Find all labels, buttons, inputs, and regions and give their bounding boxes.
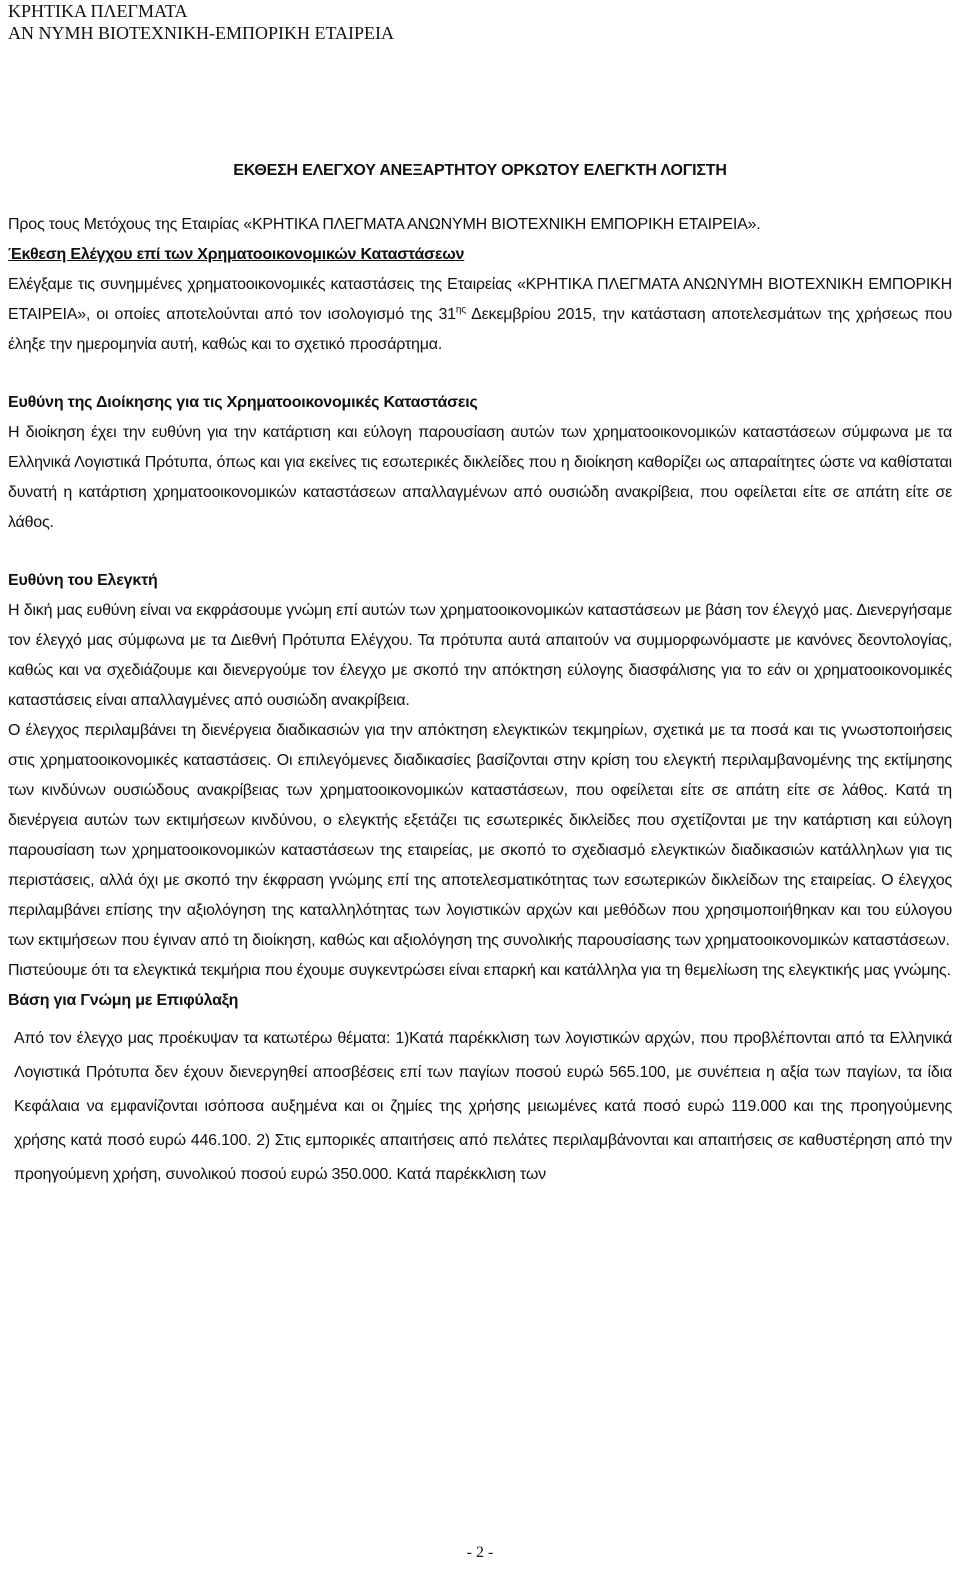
auditor-responsibility-paragraph-2: Ο έλεγχος περιλαμβάνει τη διενέργεια διαδικασιών για την απόκτηση ελεγκτικών τεκμηρίων, σχετικά με τα ποσά και τις γνωστοποιήσεις στις χρηματοοικονομικές καταστάσεις. Οι επιλεγόμενες διαδικασίες βασίζονται στην κρίση του ελεγκτή περιλαμβανομένης της εκτίμησης των κινδύνων ουσιώδους ανακρίβειας των χρηματοοικονομικών καταστάσεων, που οφείλεται είτε σε απάτη είτε σε λάθος. Κατά τη διενέργεια αυτών των εκτιμήσεων κινδύνου, ο ελεγκτής εξετάζει τις εσωτερικές δικλείδες που σχετίζονται με την κατάρτιση και εύλογη παρουσίαση των χρηματοοικονομικών καταστάσεων της εταιρείας, με σκοπό το σχεδιασμό ελεγκτικών διαδικασιών κατάλληλων για τις περιστάσεις, αλλά όχι με σκοπό την έκφραση γνώμης επί της αποτελεσματικότητας των εσωτερικών δικλείδων της εταιρείας. Ο έλεγχος περιλαμβάνει επίσης την αξιολόγηση της καταλληλότητας των λογιστικών αρχών και μεθόδων που χρησιμοποιήθηκαν και του εύλογου των εκτιμήσεων που έγιναν από τη διοίκηση, καθώς και αξιολόγηση της συνολικής παρουσίασης των χρηματοοικονομικών καταστάσεων. [8,722,952,949]
auditor-responsibility-paragraph-1: Η δική μας ευθύνη είναι να εκφράσουμε γνώμη επί αυτών των χρηματοοικονομικών καταστάσεων με βάση τον έλεγχό μας. Διενεργήσαμε τον έλεγχό μας σύμφωνα με τα Διεθνή Πρότυπα Ελέγχου. Τα πρότυπα αυτά απαιτούν να συμμορφωνόμαστε με κανόνες δεοντολογίας, καθώς και να σχεδιάζουμε και διενεργούμε τον έλεγχο με σκοπό την απόκτηση εύλογης διασφάλισης για το εάν οι χρηματοοικονομικές καταστάσεις είναι απαλλαγμένες από ουσιώδη ανακρίβεια. [8,602,952,709]
auditor-responsibility-paragraph-3: Πιστεύουμε ότι τα ελεγκτικά τεκμήρια που έχουμε συγκεντρώσει είναι επαρκή και κατάλληλα για τη θεμελίωση της ελεγκτικής μας γνώμης. [8,962,951,979]
company-name-line2: ΑΝ ΝΥΜΗ ΒΙΟΤΕΧΝΙΚΗ-ΕΜΠΟΡΙΚΗ ΕΤΑΙΡΕΙΑ [8,23,395,43]
page-number: - 2 - [466,1544,494,1561]
section-heading-management-responsibility: Ευθύνη της Διοίκησης για τις Χρηματοοικονομικές Καταστάσεις [8,394,478,411]
audit-report-text-part2: Δεκεμβρίου 2015, την κατάσταση αποτελεσμάτων της χρήσεως που έληξε την ημερομηνία αυτή, καθώς και το σχετικό προσάρτημα. [8,306,952,353]
section-text-qualified-opinion-basis: Από τον έλεγχο μας προέκυψαν τα κατωτέρω θέματα: 1)Κατά παρέκκλιση των λογιστικών αρχών, που προβλέπονται από τα Ελληνικά Λογιστικά Πρότυπα δεν έχουν διενεργηθεί αποσβέσεις επί των παγίων ποσού ευρώ 565.100, με συνέπεια η αξία των παγίων, τα ίδια Κεφάλαια να εμφανίζονται ισόποσα αυξημένα και οι ζημίες της χρήσης μειωμένες κατά ποσό ευρώ 119.000 και της προηγούμενης χρήσης κατά ποσό ευρώ 446.100. 2) Στις εμπορικές απαιτήσεις από πελάτες περιλαμβάνονται και απαιτήσεις σε καθυστέρηση από την προηγούμενη χρήση, συνολικού ποσού ευρώ 350.000. Κατά παρέκκλιση των [14,1030,952,1183]
section-text-management-responsibility: Η διοίκηση έχει την ευθύνη για την κατάρτιση και εύλογη παρουσίαση αυτών των χρηματοοικονομικών καταστάσεων σύμφωνα με τα Ελληνικά Λογιστικά Πρότυπα, όπως και για εκείνες τις εσωτερικές δικλείδες που η διοίκηση καθορίζει ως απαραίτητες ώστε να καθίσταται δυνατή η κατάρτιση χρηματοοικονομικών καταστάσεων απαλλαγμένων από ουσιώδη ανακρίβεια, που οφείλεται είτε σε απάτη είτε σε λάθος. [8,424,952,531]
section-text-audit-report [8,270,952,360]
section-heading-qualified-opinion-basis: Βάση για Γνώμη με Επιφύλαξη [8,992,239,1009]
report-body [8,156,952,1192]
section-heading-audit-report: Έκθεση Ελέγχου επί των Χρηματοοικονομικών Καταστάσεων [8,246,465,263]
audit-report-text-part1: Ελέγξαμε τις συνημμένες χρηματοοικονομικές καταστάσεις της Εταιρείας «ΚΡΗΤΙΚΑ ΠΛΕΓΜΑΤΑ ΑΝΩΝΥΜΗ ΒΙΟΤΕΧΝΙΚΗ ΕΜΠΟΡΙΚΗ ΕΤΑΙΡΕΙΑ», οι οποίες αποτελούνται από τον ισολογισμό της 31 [8,276,952,323]
section-heading-auditor-responsibility: Ευθύνη του Ελεγκτή [8,572,158,589]
company-name-line1: ΚΡΗΤΙΚΑ ΠΛΕΓΜΑΤΑ [8,1,188,21]
addressee: Προς τους Μετόχους της Εταιρίας «ΚΡΗΤΙΚΑ ΠΛΕΓΜΑΤΑ ΑΝΩΝΥΜΗ ΒΙΟΤΕΧΝΙΚΗ ΕΜΠΟΡΙΚΗ ΕΤΑΙΡΕΙΑ». [8,216,761,233]
report-title: ΕΚΘΕΣΗ ΕΛΕΓΧΟΥ ΑΝΕΞΑΡΤΗΤΟΥ ΟΡΚΩΤΟΥ ΕΛΕΓΚΤΗ ΛΟΓΙΣΤΗ [233,162,727,179]
ordinal-suffix: ης [455,304,466,316]
document-header [8,0,394,44]
